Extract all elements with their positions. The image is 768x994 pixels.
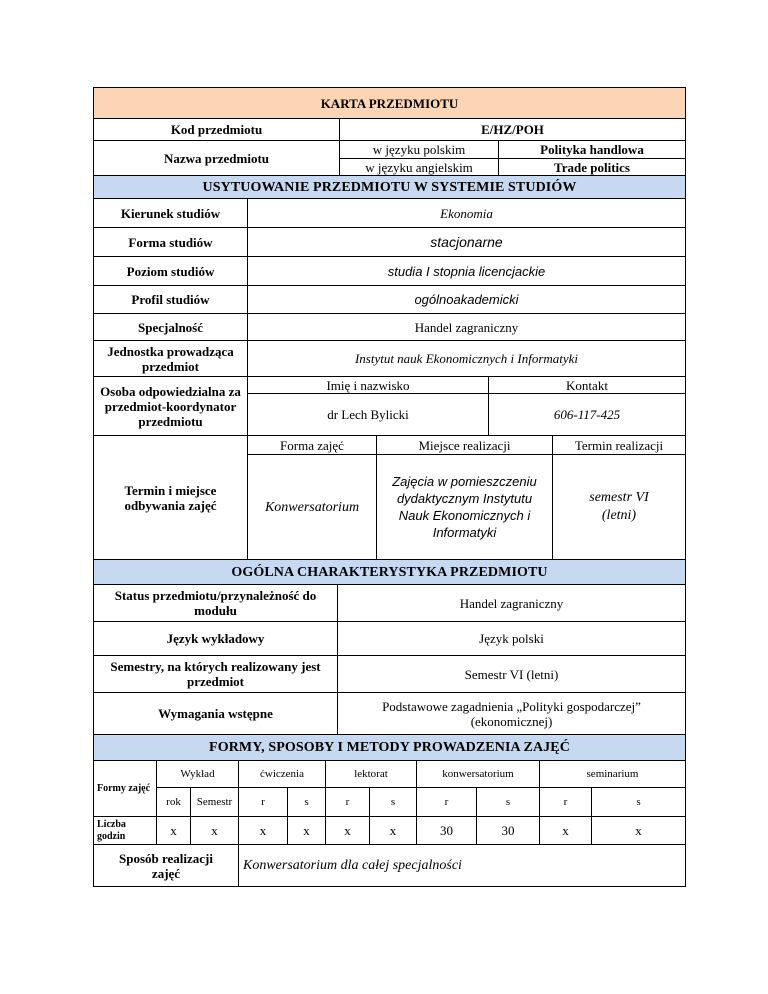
person-label: Osoba odpowiedzialna za przedmiot-koordynator przedmiotu (93, 376, 248, 436)
study-profile-value: ogólnoakademicki (247, 285, 686, 314)
prerequisites-value: Podstawowe zagadnienia „Polityki gospodarczej” (ekonomicznej) (337, 692, 686, 735)
language-value: Język polski (337, 621, 686, 656)
lang-en-label: w języku angielskim (339, 158, 499, 176)
unit-value: Instytut nauk Ekonomicznych i Informatyki (247, 340, 686, 377)
study-level-value: studia I stopnia licencjackie (247, 256, 686, 286)
sub-header-cell: r (539, 787, 592, 817)
name-column-header: Imię i nazwisko (247, 376, 489, 394)
hours-cell: x (539, 816, 592, 845)
placement-section-title: USYTUOWANIE PRZEDMIOTU W SYSTEMIE STUDIÓW (93, 175, 686, 199)
field-of-study-label: Kierunek studiów (93, 198, 248, 228)
general-section-title: OGÓLNA CHARAKTERYSTYKA PRZEDMIOTU (93, 559, 686, 585)
hours-cell: 30 (476, 816, 540, 845)
schedule-label: Termin i miejsce odbywania zajęć (93, 435, 248, 560)
name-label: Nazwa przedmiotu (93, 140, 340, 176)
sub-header-cell: Semestr (190, 787, 239, 817)
prerequisites-label: Wymagania wstępne (93, 692, 338, 735)
form-value: Konwersatorium (247, 454, 377, 560)
semesters-value: Semestr VI (letni) (337, 655, 686, 693)
sub-header-cell: r (325, 787, 370, 817)
hours-cell: x (287, 816, 326, 845)
hours-cell: 30 (416, 816, 477, 845)
sub-header-cell: s (287, 787, 326, 817)
code-value: E/HZ/POH (339, 118, 686, 141)
hours-cell: x (156, 816, 191, 845)
method-label: Sposób realizacji zajęć (93, 844, 239, 887)
hours-cell: x (238, 816, 288, 845)
form-column-header: Forma zajęć (247, 435, 377, 455)
status-label: Status przedmiotu/przynależność do modułu (93, 584, 338, 622)
field-of-study-value: Ekonomia (247, 198, 686, 228)
name-pl-value: Polityka handlowa (498, 140, 686, 159)
unit-label: Jednostka prowadząca przedmiot (93, 340, 248, 377)
sub-header-cell: r (416, 787, 477, 817)
sub-header-cell: s (369, 787, 417, 817)
contact-column-header: Kontakt (488, 376, 686, 394)
forms-section-title: FORMY, SPOSOBY I METODY PROWADZENIA ZAJĘĆ (93, 734, 686, 761)
sub-header-cell: r (238, 787, 288, 817)
name-en-value: Trade politics (498, 158, 686, 176)
card-title: KARTA PRZEDMIOTU (93, 87, 686, 119)
group-exercises: ćwiczenia (238, 760, 326, 788)
term-value: semestr VI (letni) (552, 454, 686, 560)
person-contact: 606-117-425 (488, 393, 686, 436)
specialty-label: Specjalność (93, 313, 248, 341)
study-form-label: Forma studiów (93, 227, 248, 257)
study-level-label: Poziom studiów (93, 256, 248, 286)
study-profile-label: Profil studiów (93, 285, 248, 314)
place-column-header: Miejsce realizacji (376, 435, 553, 455)
place-value: Zajęcia w pomieszczeniu dydaktycznym Instytutu Nauk Ekonomicznych i Informatyki (376, 454, 553, 560)
forms-label: Formy zajęć (93, 760, 157, 817)
language-label: Język wykładowy (93, 621, 338, 656)
code-label: Kod przedmiotu (93, 118, 340, 141)
specialty-value: Handel zagraniczny (247, 313, 686, 341)
group-seminar: seminarium (539, 760, 686, 788)
hours-cell: x (325, 816, 370, 845)
semesters-label: Semestry, na których realizowany jest przedmiot (93, 655, 338, 693)
status-value: Handel zagraniczny (337, 584, 686, 622)
group-conversation: konwersatorium (416, 760, 540, 788)
term-column-header: Termin realizacji (552, 435, 686, 455)
hours-label: Liczba godzin (93, 816, 157, 845)
sub-header-cell: rok (156, 787, 191, 817)
sub-header-cell: s (476, 787, 540, 817)
method-value: Konwersatorium dla całej specjalności (238, 844, 686, 887)
hours-cell: x (369, 816, 417, 845)
lang-pl-label: w języku polskim (339, 140, 499, 159)
group-lecture: Wykład (156, 760, 239, 788)
person-name: dr Lech Bylicki (247, 393, 489, 436)
group-language: lektorat (325, 760, 417, 788)
hours-cell: x (591, 816, 686, 845)
sub-header-cell: s (591, 787, 686, 817)
hours-cell: x (190, 816, 239, 845)
study-form-value: stacjonarne (247, 227, 686, 257)
